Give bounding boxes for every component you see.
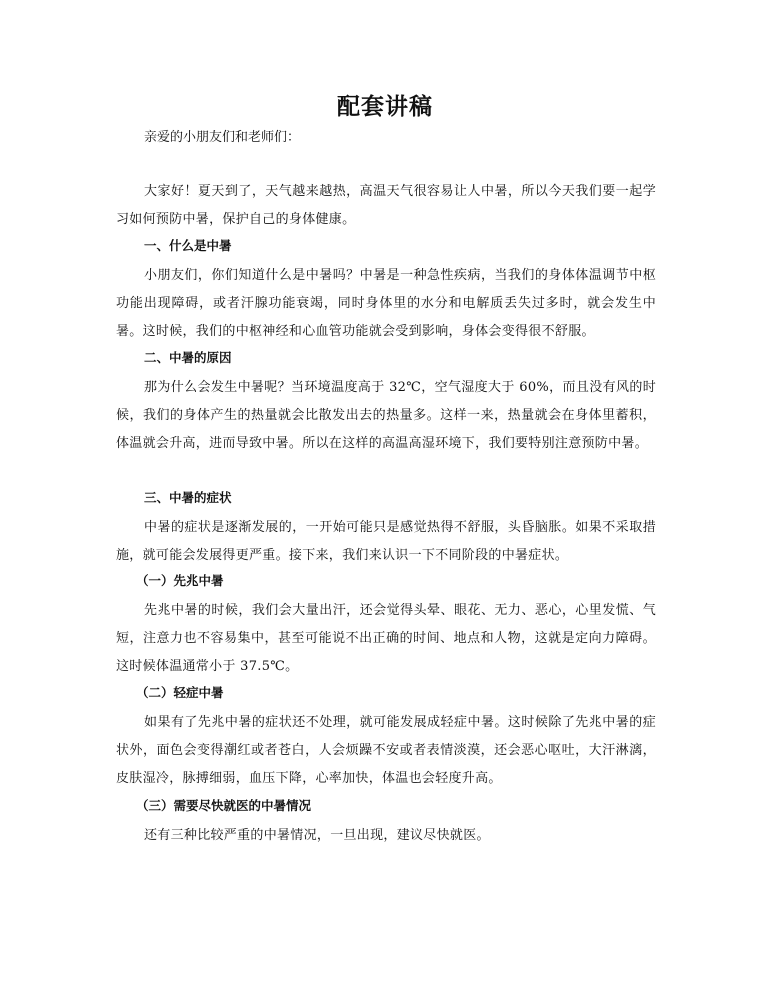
intro-paragraph: 大家好！夏天到了，天气越来越热，高温天气很容易让人中暑，所以今天我们要一起学习如何预防中暑，保护自己的身体健康。 — [116, 184, 656, 227]
section-heading-causes: 二、中暑的原因 — [144, 350, 232, 365]
section-heading-what-is: 一、什么是中暑 — [144, 238, 232, 253]
section-heading-symptoms: 三、中暑的症状 — [144, 490, 232, 505]
section-text-causes: 那为什么会发生中暑呢？当环境温度高于 32℃，空气湿度大于 60%，而且没有风的时候，我们的身体产生的热量就会比散发出去的热量多。这样一来，热量就会在身体里蓄积，体温就会升高，进而导致中暑。所以在这样的高温高湿环境下，我们要特别注意预防中暑。 — [116, 380, 656, 451]
subsection-heading-mild: （二）轻症中暑 — [136, 685, 224, 700]
subsection-text-precursor: 先兆中暑的时候，我们会大量出汗，还会觉得头晕、眼花、无力、恶心，心里发慌、气短，注意力也不容易集中，甚至可能说不出正确的时间、地点和人物，这就是定向力障碍。这时候体温通常小于 37.5℃。 — [116, 603, 656, 674]
subsection-text-seek-care: 还有三种比较严重的中暑情况，一旦出现，建议尽快就医。 — [144, 828, 490, 843]
subsection-text-mild: 如果有了先兆中暑的症状还不处理，就可能发展成轻症中暑。这时候除了先兆中暑的症状外，面色会变得潮红或者苍白，人会烦躁不安或者表情淡漠，还会恶心呕吐，大汗淋漓，皮肤湿冷，脉搏细弱，血压下降，心率加快，体温也会轻度升高。 — [116, 715, 656, 786]
greeting: 亲爱的小朋友们和老师们： — [144, 130, 301, 145]
page-title: 配套讲稿 — [337, 93, 433, 120]
subsection-heading-precursor: （一）先兆中暑 — [136, 573, 224, 588]
subsection-heading-seek-care: （三）需要尽快就医的中暑情况 — [136, 798, 312, 813]
section-text-symptoms: 中暑的症状是逐渐发展的，一开始可能只是感觉热得不舒服，头昏脑胀。如果不采取措施，就可能会发展得更严重。接下来，我们来认识一下不同阶段的中暑症状。 — [116, 520, 656, 563]
section-text-what-is: 小朋友们，你们知道什么是中暑吗？中暑是一种急性疾病，当我们的身体体温调节中枢功能出现障碍，或者汗腺功能衰竭，同时身体里的水分和电解质丢失过多时，就会发生中暑。这时候，我们的中枢神经和心血管功能就会受到影响，身体会变得很不舒服。 — [116, 268, 656, 339]
